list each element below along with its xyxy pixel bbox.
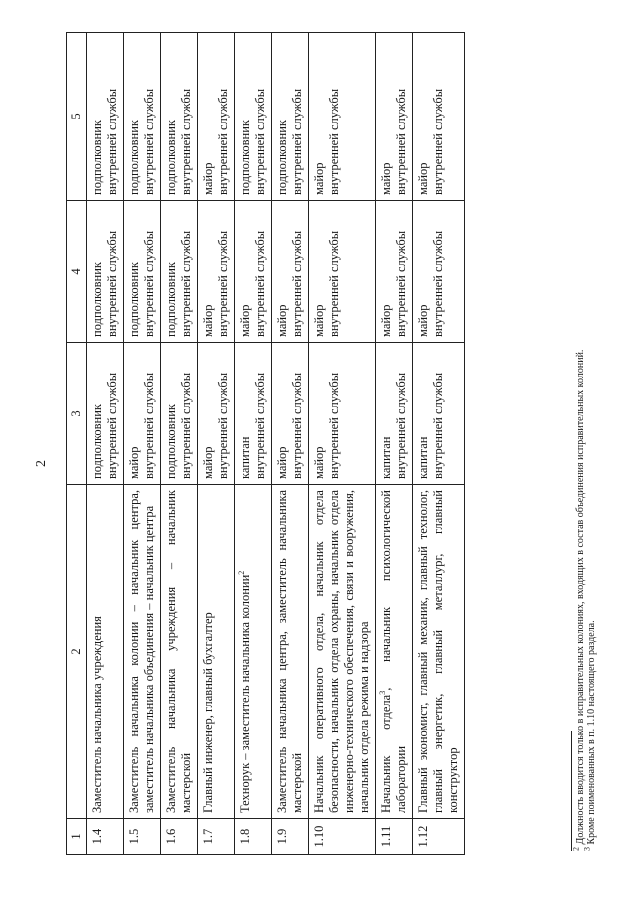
table-row — [413, 33, 465, 855]
rank-service: внутренней службы — [142, 88, 156, 195]
position-name — [161, 485, 198, 819]
rank-service: внутренней службы — [394, 230, 408, 337]
table-row — [235, 33, 272, 855]
rank-title: подполковник — [90, 404, 104, 479]
rank-title: майор — [275, 446, 289, 479]
row-number: 1.4 — [87, 819, 124, 855]
rank-title: подполковник — [90, 262, 104, 337]
position-name — [413, 485, 465, 819]
position-text: Главный инженер, главный бухгалтер — [201, 612, 215, 813]
table-row — [309, 33, 376, 855]
position-text: Заместитель начальника учреждения – начальник мастерской — [164, 490, 193, 813]
rank-service: внутренней службы — [431, 372, 445, 479]
rank-service: внутренней службы — [253, 88, 267, 195]
rank-title: майор — [201, 304, 215, 337]
position-name — [124, 485, 161, 819]
position-name — [272, 485, 309, 819]
table-row — [198, 33, 235, 855]
header-row — [67, 33, 87, 855]
row-number: 1.7 — [198, 819, 235, 855]
rank-service: внутренней службы — [431, 88, 445, 195]
rank-service: внутренней службы — [216, 230, 230, 337]
rank-title: подполковник — [127, 262, 141, 337]
rank-col-3 — [235, 343, 272, 485]
rank-service: внутренней службы — [105, 230, 119, 337]
rank-col-4 — [272, 201, 309, 343]
rank-col-5 — [87, 33, 124, 201]
rank-col-5 — [309, 33, 376, 201]
rank-title: подполковник — [90, 120, 104, 195]
rank-col-4 — [235, 201, 272, 343]
rank-service: внутренней службы — [216, 88, 230, 195]
row-number: 1.10 — [309, 819, 376, 855]
table-row — [376, 33, 413, 855]
row-number: 1.12 — [413, 819, 465, 855]
rank-col-3 — [376, 343, 413, 485]
position-text: Начальник оперативного отдела, начальник отдела безопасности, начальник отдела охраны, начальник отдела инженерно-технического обеспечения, связи и вооружения, начальник отдела режима и надзора — [312, 490, 371, 813]
rank-col-3 — [87, 343, 124, 485]
footnote-mark: 2 — [571, 847, 581, 851]
rank-service: внутренней службы — [394, 88, 408, 195]
ranks-table — [66, 32, 465, 855]
rank-title: подполковник — [164, 262, 178, 337]
rank-service: внутренней службы — [179, 88, 193, 195]
footnote-text: Должность вводится только в исправительных колониях, входящих в состав объединения исправительных колоний. — [575, 349, 586, 845]
position-text: Начальник отдела — [379, 694, 393, 813]
position-name — [87, 485, 124, 819]
rank-col-4 — [161, 201, 198, 343]
footnotes — [571, 51, 597, 851]
position-text: Технорук – заместитель начальника колонии — [238, 574, 252, 813]
position-text: Главный экономист, главный механик, главный технолог, главный энергетик, главный металлург, главный конструктор — [416, 490, 460, 813]
rank-title: подполковник — [127, 120, 141, 195]
rank-title: майор — [312, 304, 326, 337]
rank-service: внутренней службы — [327, 372, 341, 479]
rank-service: внутренней службы — [253, 230, 267, 337]
rank-col-4 — [124, 201, 161, 343]
rank-col-3 — [413, 343, 465, 485]
row-number: 1.8 — [235, 819, 272, 855]
rank-col-5 — [124, 33, 161, 201]
rank-service: внутренней службы — [290, 230, 304, 337]
footnote-ref: 2 — [236, 570, 246, 575]
footnote — [582, 51, 597, 851]
rank-service: внутренней службы — [105, 372, 119, 479]
rank-service: внутренней службы — [290, 372, 304, 479]
column-header: 2 — [67, 485, 87, 819]
rank-service: внутренней службы — [431, 230, 445, 337]
column-header: 5 — [67, 33, 87, 201]
rank-col-3 — [309, 343, 376, 485]
column-header: 1 — [67, 819, 87, 855]
rank-col-3 — [161, 343, 198, 485]
rank-title: подполковник — [164, 404, 178, 479]
rank-col-5 — [198, 33, 235, 201]
footnote-mark: 3 — [582, 847, 592, 851]
position-name — [376, 485, 413, 819]
rank-col-4 — [413, 201, 465, 343]
rank-title: подполковник — [275, 120, 289, 195]
rank-service: внутренней службы — [290, 88, 304, 195]
rank-title: майор — [379, 304, 393, 337]
rank-title: майор — [275, 304, 289, 337]
rank-col-3 — [272, 343, 309, 485]
position-name — [309, 485, 376, 819]
row-number: 1.11 — [376, 819, 413, 855]
rank-service: внутренней службы — [394, 372, 408, 479]
rank-service: внутренней службы — [179, 372, 193, 479]
position-text-cont: , начальник психологической лаборатории — [379, 490, 408, 813]
rank-col-5 — [272, 33, 309, 201]
footnote-text: Кроме поименованных в п. 1.10 настоящего раздела. — [586, 620, 597, 845]
footnote-separator — [571, 731, 572, 851]
rank-service: внутренней службы — [142, 372, 156, 479]
row-number: 1.5 — [124, 819, 161, 855]
rank-title: майор — [201, 162, 215, 195]
table-row — [161, 33, 198, 855]
page-number: 2 — [34, 460, 49, 467]
column-header: 3 — [67, 343, 87, 485]
rank-title: капитан — [416, 436, 430, 479]
rank-service: внутренней службы — [327, 88, 341, 195]
rank-col-5 — [376, 33, 413, 201]
rank-col-5 — [161, 33, 198, 201]
rank-title: майор — [127, 446, 141, 479]
footnote — [571, 51, 586, 851]
position-name — [198, 485, 235, 819]
rank-title: майор — [312, 162, 326, 195]
rank-service: внутренней службы — [142, 230, 156, 337]
position-text: Заместитель начальника колонии – начальник центра, заместитель начальника объединения – начальник центра — [127, 490, 156, 813]
rank-col-4 — [198, 201, 235, 343]
table-row — [87, 33, 124, 855]
column-header: 4 — [67, 201, 87, 343]
rank-service: внутренней службы — [179, 230, 193, 337]
position-name — [235, 485, 272, 819]
rank-col-3 — [198, 343, 235, 485]
table-row — [124, 33, 161, 855]
rank-col-4 — [309, 201, 376, 343]
rank-title: майор — [416, 304, 430, 337]
rank-title: майор — [416, 162, 430, 195]
rank-col-3 — [124, 343, 161, 485]
rank-title: капитан — [379, 436, 393, 479]
rank-service: внутренней службы — [253, 372, 267, 479]
rank-title: капитан — [238, 436, 252, 479]
rank-col-5 — [413, 33, 465, 201]
rank-title: майор — [312, 446, 326, 479]
rank-title: майор — [238, 304, 252, 337]
rank-col-4 — [87, 201, 124, 343]
row-number: 1.6 — [161, 819, 198, 855]
footnote-ref: 3 — [377, 690, 387, 695]
position-text: Заместитель начальника учреждения — [90, 616, 104, 813]
table-row — [272, 33, 309, 855]
rank-service: внутренней службы — [216, 372, 230, 479]
rank-title: майор — [379, 162, 393, 195]
rank-col-4 — [376, 201, 413, 343]
rank-service: внутренней службы — [105, 88, 119, 195]
rank-col-5 — [235, 33, 272, 201]
position-text: Заместитель начальника центра, заместитель начальника мастерской — [275, 490, 304, 813]
rank-title: подполковник — [238, 120, 252, 195]
rank-service: внутренней службы — [327, 230, 341, 337]
row-number: 1.9 — [272, 819, 309, 855]
rank-title: майор — [201, 446, 215, 479]
rank-title: подполковник — [164, 120, 178, 195]
